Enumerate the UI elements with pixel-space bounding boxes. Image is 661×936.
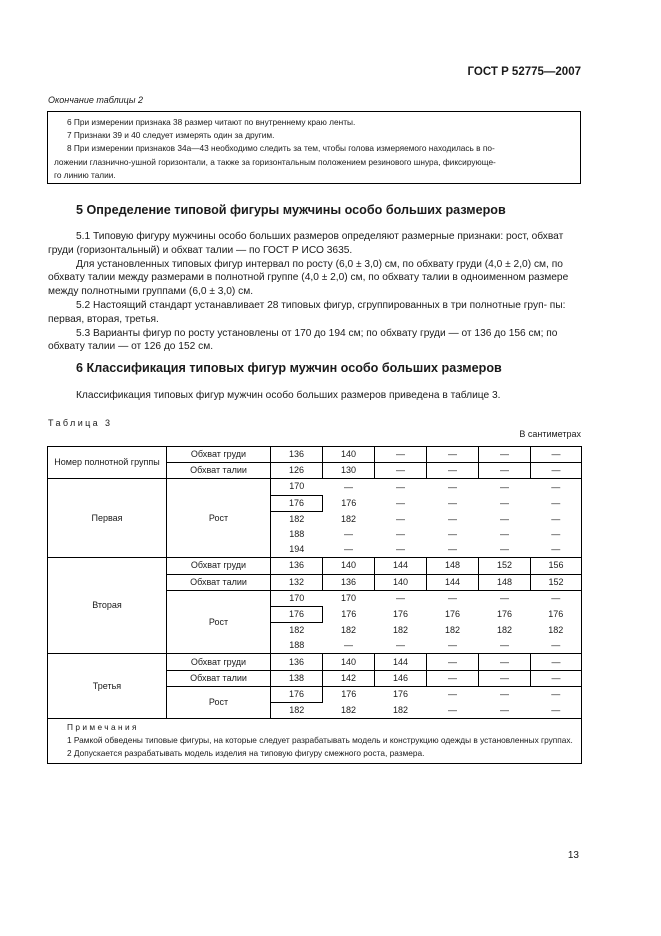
table-cell: 182 [271,511,323,527]
table-cell: 136 [271,447,323,463]
table-cell: 182 [271,623,323,639]
parameter-label: Обхват талии [167,463,271,479]
table-row [48,479,582,495]
table-cell: 182 [375,703,427,719]
document-code: ГОСТ Р 52775—2007 [467,66,581,78]
table-cell: — [427,638,479,654]
page-number: 13 [567,850,579,861]
table-cell: — [396,497,405,508]
table-cell: — [427,590,479,606]
table-cell: 146 [375,670,427,686]
table-cell: 176 [323,606,375,622]
parameter-label: Рост [167,479,271,558]
table-cell: — [479,479,531,495]
table-cell: — [427,479,479,495]
section-5-body [48,230,581,354]
paragraph: Для установленных типовых фигур интервал по росту (6,0 ± 3,0) см, по обхвату груди (4,0 ± 2,0) см, по обхвату талии между размерами в полнотной группе (4,0 ± 2,0) см, по обхвату талии в одноименном размере между полнотными группами (6,0 ± 3,0) см. [48,258,569,298]
table-notes [48,719,582,764]
table-cell: 142 [323,670,375,686]
table-cell: — [531,479,582,495]
table-cell: — [531,703,582,719]
table-cell: 182 [271,703,323,719]
table-cell: 140 [375,574,427,590]
table-cell: 136 [271,558,323,574]
parameter-label: Обхват груди [167,654,271,670]
section-5-heading: 5 Определение типовой фигуры мужчины особо больших размеров [76,203,506,217]
table2-notes [47,111,581,184]
table-cell: 176 [392,608,409,619]
table-cell: — [375,542,427,558]
table-cell: 194 [271,542,323,558]
table-cell: — [479,670,531,686]
table-cell: — [531,590,582,606]
table-cell: — [427,463,479,479]
table-cell: — [479,590,531,606]
table-cell: 182 [496,624,513,635]
table-cell: 170 [271,479,323,495]
table-cell: 132 [271,574,323,590]
table-cell: 176 [496,608,513,619]
table-cell: 148 [479,574,531,590]
table2-note: 6 При измерении признака 38 размер читают по внутреннему краю ленты. [67,117,356,127]
table-cell: 182 [531,623,582,639]
table-cell: 188 [271,638,323,654]
parameter-label: Обхват груди [167,558,271,574]
table-cell: 138 [271,670,323,686]
table-cell: 148 [427,558,479,574]
table-cell: — [427,447,479,463]
table-cell: 176 [323,686,375,702]
table-cell: 176 [444,608,461,619]
table-cell: — [531,511,582,527]
table-cell: 176 [323,495,375,511]
group-column-header: Номер полнотной группы [48,447,167,479]
table-cell: 140 [323,558,375,574]
group-name-cell: Третья [48,654,167,719]
table-cell: — [323,638,375,654]
table-cell: 140 [323,447,375,463]
table-cell: 144 [427,574,479,590]
table-cell: 176 [271,686,323,702]
table-cell: — [531,670,582,686]
parameter-label: Обхват груди [167,447,271,463]
table-row [48,654,582,670]
table-cell: — [479,703,531,719]
table-cell: — [479,686,531,702]
table-cell: — [479,542,531,558]
table-cell: 182 [340,624,357,635]
table-continuation-label: Окончание таблицы 2 [48,95,143,105]
table-cell: — [427,542,479,558]
table-cell: — [531,654,582,670]
table-cell: — [531,686,582,702]
paragraph: 5.2 Настоящий стандарт устанавливает 28 типовых фигур, сгруппированных в три полнотные груп- пы: первая, вторая, третья. [48,299,566,325]
table-cell: 144 [375,654,427,670]
table-cell: 140 [323,654,375,670]
table-cell: 156 [531,558,582,574]
table2-note: го линию талии. [54,169,116,180]
table-cell: 152 [479,558,531,574]
table-cell: — [531,638,582,654]
table-cell: — [427,654,479,670]
table-3-label: Таблица 3 [48,418,113,428]
table-cell: — [531,542,582,558]
table-cell: — [531,463,582,479]
parameter-label: Рост [167,590,271,654]
table-cell: — [375,447,427,463]
paragraph: 5.3 Варианты фигур по росту установлены от 170 до 194 см; по обхвату груди — от 136 до 156 см; по обхвату талии — от 126 до 152 см. [48,327,558,353]
table2-note: ложении глазнично-ушной горизонтали, а также за горизонтальным положением резинового шнура, фиксирующе- [54,156,496,167]
table-cell: 182 [444,624,461,635]
paragraph: 5.1 Типовую фигуру мужчины особо больших размеров определяют размерные признаки: рост, обхват груди (горизонтальный) и обхват талии — по ГОСТ Р ИСО 3635. [48,231,564,256]
table2-note: 7 Признаки 39 и 40 следует измерять один за другим. [67,130,275,141]
table-cell: 176 [531,606,582,622]
table-cell: — [479,638,531,654]
section-6-body [48,389,581,403]
table-cell: — [375,479,427,495]
table-cell: 182 [323,703,375,719]
table-cell: — [448,529,457,540]
notes-heading: Примечания [67,722,139,733]
table-cell: — [479,447,531,463]
table-cell: — [500,497,509,508]
table-row [48,558,582,574]
table-cell: — [479,463,531,479]
table-cell: 176 [271,606,323,622]
table-cell: 136 [271,654,323,670]
section-6-heading: 6 Классификация типовых фигур мужчин особо больших размеров [76,361,502,375]
table-cell: — [323,479,375,495]
table-cell: — [375,638,427,654]
paragraph: Классификация типовых фигур мужчин особо больших размеров приведена в таблице 3. [76,390,501,401]
table-cell: 170 [271,590,323,606]
table-cell: 182 [340,513,357,524]
table-cell: — [448,497,457,508]
table-cell: 136 [323,574,375,590]
table-cell: — [323,542,375,558]
table-cell: — [375,590,427,606]
table-cell: — [396,529,405,540]
table-cell: 126 [271,463,323,479]
table-cell: 152 [531,574,582,590]
table-cell: — [531,527,582,542]
table-cell: — [448,513,457,524]
parameter-label: Рост [167,686,271,718]
table-cell: — [427,686,479,702]
table-cell: 144 [375,558,427,574]
table-cell: 130 [323,463,375,479]
group-name-cell: Первая [48,479,167,558]
table-cell: 176 [375,686,427,702]
parameter-label: Обхват талии [167,574,271,590]
classification-table [47,446,582,764]
table-notes-row [48,719,582,764]
table-cell: — [479,654,531,670]
table-cell: 182 [392,624,409,635]
table-note: 1 Рамкой обведены типовые фигуры, на которые следует разрабатывать модель и конструкцию одежды в установленных группах. [67,735,573,746]
table-cell: — [427,670,479,686]
table-cell: — [375,463,427,479]
parameter-label: Обхват талии [167,670,271,686]
table-cell: — [427,703,479,719]
table-cell: — [396,513,405,524]
table-units: В сантиметрах [519,429,581,439]
table-cell: 176 [271,495,323,511]
table2-note: 8 При измерении признаков 34а—43 необходимо следить за тем, чтобы голова измеряемого находилась в по- [67,143,495,154]
table-cell: — [500,529,509,540]
table-cell: 188 [271,527,323,542]
table-cell: — [344,529,353,540]
group-name-cell: Вторая [48,558,167,654]
table-header-row [48,447,582,463]
table-cell: — [531,495,582,511]
table-cell: — [531,447,582,463]
table-cell: — [500,513,509,524]
table-note: 2 Допускается разрабатывать модель изделия на типовую фигуру смежного роста, размера. [67,748,425,759]
table-cell: 170 [323,590,375,606]
